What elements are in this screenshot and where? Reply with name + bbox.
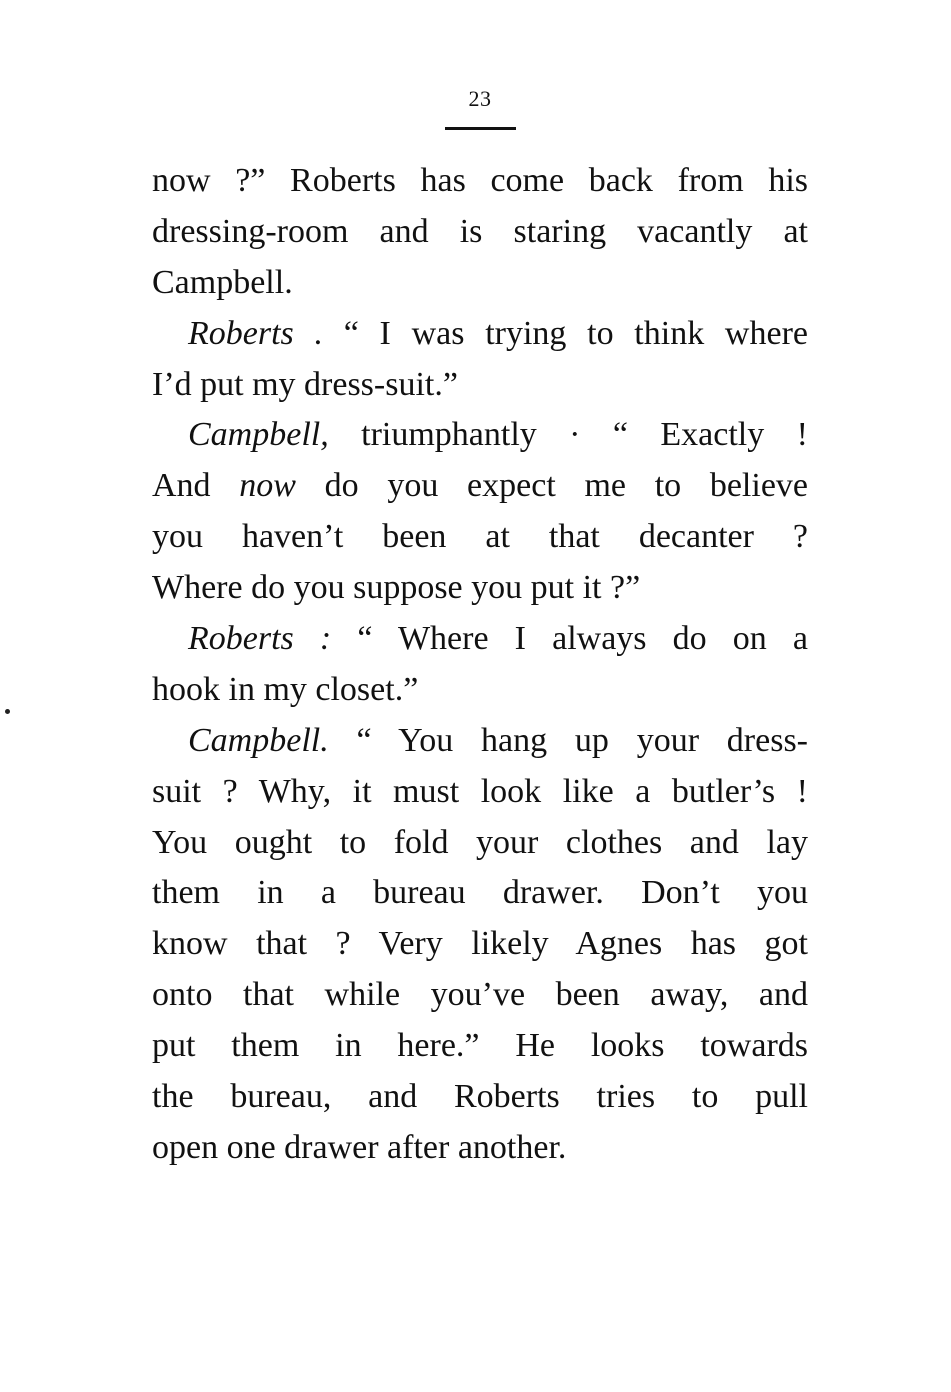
text-line bbox=[152, 410, 808, 461]
stray-ink-mark bbox=[5, 709, 10, 714]
text-run: open one drawer after another. bbox=[152, 1128, 567, 1166]
speaker-or-emphasis: Roberts : bbox=[188, 620, 332, 658]
text-run: Campbell. bbox=[152, 263, 293, 301]
text-line bbox=[152, 767, 808, 818]
text-line bbox=[152, 868, 808, 919]
text-line bbox=[152, 461, 808, 512]
page-number-rule bbox=[445, 127, 516, 130]
text-run: know that ? Very likely Agnes has got bbox=[152, 925, 808, 963]
text-line bbox=[152, 1021, 808, 1072]
text-run: “ Where I always do on a bbox=[331, 620, 808, 658]
text-line bbox=[152, 818, 808, 869]
text-run: hook in my closet.” bbox=[152, 670, 419, 708]
text-run: them in a bureau drawer. Don’t you bbox=[152, 874, 808, 912]
text-line bbox=[152, 614, 808, 665]
text-run: suit ? Why, it must look like a butler’s ! bbox=[152, 772, 808, 810]
text-line bbox=[152, 563, 808, 614]
text-line bbox=[152, 970, 808, 1021]
text-run: You ought to fold your clothes and lay bbox=[152, 823, 808, 861]
speaker-or-emphasis: Roberts . bbox=[188, 314, 323, 352]
text-run: I’d put my dress-suit.” bbox=[152, 365, 458, 403]
text-run: now ?” Roberts has come back from his bbox=[152, 162, 808, 199]
text-line bbox=[152, 309, 808, 360]
text-line bbox=[152, 258, 808, 309]
page-number: 23 bbox=[468, 86, 492, 111]
speaker-or-emphasis: Campbell, bbox=[188, 416, 329, 454]
text-run: the bureau, and Roberts tries to pull bbox=[152, 1078, 808, 1116]
text-line bbox=[152, 716, 808, 767]
text-line bbox=[152, 360, 808, 411]
text-line bbox=[152, 207, 808, 258]
text-line bbox=[152, 156, 808, 207]
speaker-or-emphasis: now bbox=[239, 467, 296, 505]
text-run: do you expect me to believe bbox=[295, 467, 808, 505]
text-line bbox=[152, 1123, 808, 1174]
text-line bbox=[152, 512, 808, 563]
body-text bbox=[152, 156, 808, 1174]
text-line bbox=[152, 665, 808, 716]
text-line bbox=[152, 1072, 808, 1123]
text-run: triumphantly · “ Exactly ! bbox=[328, 416, 808, 454]
speaker-or-emphasis: Campbell. bbox=[188, 721, 329, 759]
text-run: “ I was trying to think where bbox=[323, 314, 808, 352]
text-run: Where do you suppose you put it ?” bbox=[152, 569, 641, 607]
text-run: put them in here.” He looks towards bbox=[152, 1027, 808, 1065]
text-run: you haven’t been at that decanter ? bbox=[152, 518, 808, 556]
text-run: And bbox=[152, 467, 240, 505]
text-run: “ You hang up your dress- bbox=[328, 721, 808, 759]
text-run: onto that while you’ve been away, and bbox=[152, 976, 808, 1014]
text-run: dressing-room and is staring vacantly at bbox=[152, 212, 808, 250]
text-line bbox=[152, 919, 808, 970]
